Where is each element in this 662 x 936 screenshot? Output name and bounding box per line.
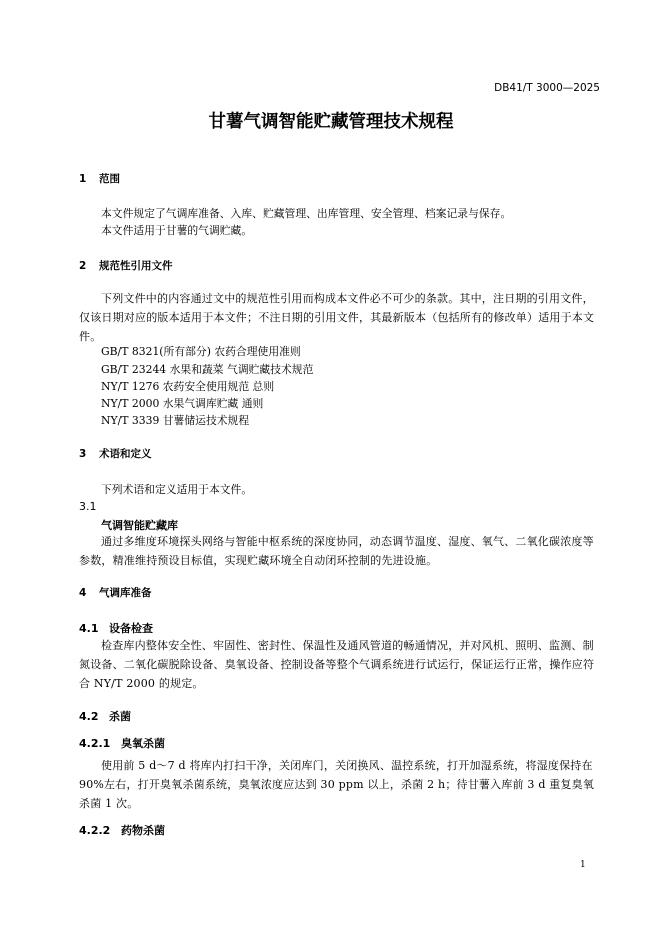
subsection-title: 设备检查 <box>109 622 153 635</box>
reference-item: NY/T 1276 农药安全使用规范 总则 <box>101 380 275 393</box>
reference-item: GB/T 23244 水果和蔬菜 气调贮藏技术规范 <box>101 363 314 376</box>
section-1-heading <box>79 171 120 186</box>
document-code: DB41/T 3000—2025 <box>494 82 600 94</box>
reference-item: GB/T 8321(所有部分) 农药合理使用准则 <box>101 345 301 358</box>
paragraph: 下列术语和定义适用于本文件。 <box>101 483 253 496</box>
subsection-number: 4.2.2 <box>79 824 111 837</box>
subsection-4-2-heading <box>79 708 131 724</box>
subsection-number: 4.1 <box>79 622 99 635</box>
paragraph: 本文件适用于甘薯的气调贮藏。 <box>101 224 253 237</box>
subsection-title: 杀菌 <box>109 710 131 723</box>
paragraph: 检查库内整体安全性、牢固性、密封性、保温性及通风管道的畅通情况，并对风机、照明、监测、制氮设备、二氧化碳脱除设备、臭氧设备、控制设备等整个气调系统进行试运行，保证运行正常，操作应符合 NY/T 2000 的规定。 <box>79 639 595 690</box>
subsection-4-1-heading <box>79 620 153 636</box>
section-number: 3 <box>79 448 87 460</box>
page-number: 1 <box>580 860 586 870</box>
paragraph: 使用前 5 d～7 d 将库内打扫干净，关闭库门，关闭换风、温控系统，打开加湿系统，将湿度保持在 90%左右，打开臭氧杀菌系统，臭氧浓度应达到 30 ppm 以上，杀菌 2 h；待甘薯入库前 3 d 重复臭氧杀菌 1 次。 <box>79 759 595 810</box>
section-title: 气调库准备 <box>99 587 152 599</box>
term-definition: 通过多维度环境探头网络与智能中枢系统的深度协同，动态调节温度、湿度、氧气、二氧化碳浓度等参数，精准维持预设目标值，实现贮藏环境全自动闭环控制的先进设施。 <box>79 535 594 567</box>
section-title: 范围 <box>99 173 120 185</box>
reference-item: NY/T 2000 水果气调库贮藏 通则 <box>101 397 264 410</box>
reference-item: NY/T 3339 甘薯储运技术规程 <box>101 414 250 427</box>
paragraph: 本文件规定了气调库准备、入库、贮藏管理、出库管理、安全管理、档案记录与保存。 <box>101 207 512 220</box>
subsection-number: 4.2.1 <box>79 737 111 750</box>
term-number: 3.1 <box>79 500 97 513</box>
subsection-title: 药物杀菌 <box>121 824 165 837</box>
section-4-heading <box>79 585 152 600</box>
section-number: 4 <box>79 587 87 599</box>
section-3-heading <box>79 446 152 461</box>
section-title: 术语和定义 <box>99 448 152 460</box>
subsection-number: 4.2 <box>79 710 99 723</box>
section-title: 规范性引用文件 <box>99 260 173 272</box>
paragraph: 下列文件中的内容通过文中的规范性引用而构成本文件必不可少的条款。其中，注日期的引用文件，仅该日期对应的版本适用于本文件；不注日期的引用文件，其最新版本（包括所有的修改单）适用于本文件。 <box>79 292 595 343</box>
term-name: 气调智能贮藏库 <box>101 519 178 532</box>
subsection-title: 臭氧杀菌 <box>121 737 165 750</box>
subsection-4-2-2-heading <box>79 822 165 838</box>
section-number: 1 <box>79 173 87 185</box>
subsection-4-2-1-heading <box>79 735 165 751</box>
document-title: 甘薯气调智能贮藏管理技术规程 <box>208 112 454 132</box>
section-2-heading <box>79 258 173 273</box>
section-number: 2 <box>79 260 87 272</box>
